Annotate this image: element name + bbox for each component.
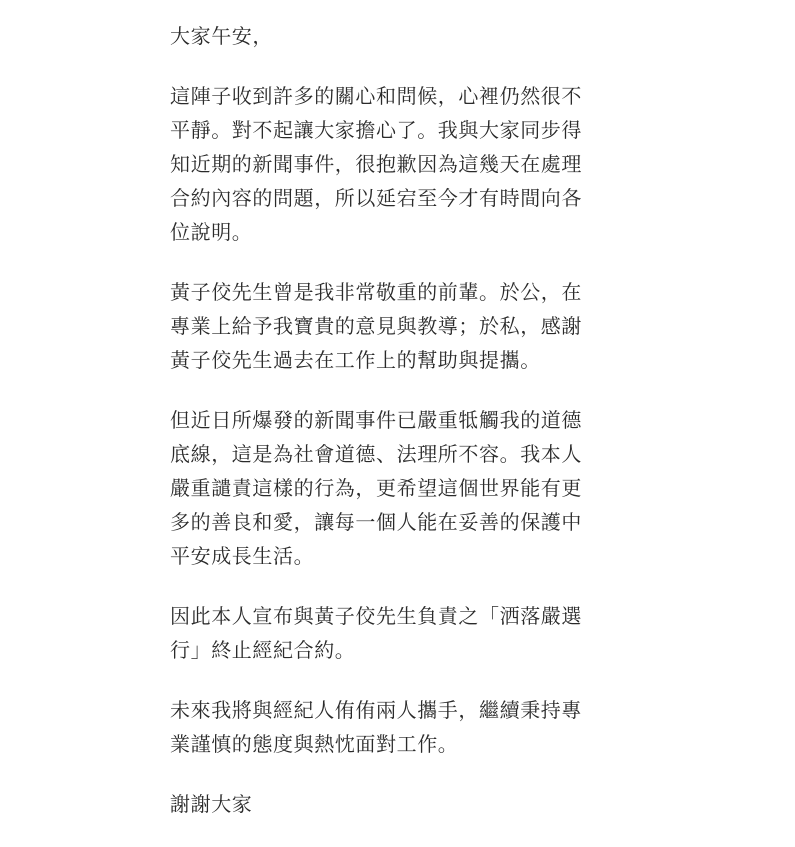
paragraph-future — [170, 693, 630, 761]
text-line: 因此本人宣布與黃子佼先生負責之「洒落嚴選 — [170, 604, 582, 628]
text-line: 平靜。對不起讓大家擔心了。我與大家同步得 — [170, 118, 582, 142]
closing-line: 謝謝大家 — [170, 792, 253, 816]
text-line: 位說明。 — [170, 220, 253, 244]
closing-paragraph — [170, 787, 630, 821]
text-line: 平安成長生活。 — [170, 544, 315, 568]
text-line: 黃子佼先生曾是我非常敬重的前輩。於公，在 — [170, 280, 582, 304]
paragraph-condemnation — [170, 403, 630, 573]
paragraph-apology — [170, 79, 630, 249]
text-line: 但近日所爆發的新聞事件已嚴重牴觸我的道德 — [170, 408, 582, 432]
text-line: 專業上給予我寶貴的意見與教導；於私，感謝 — [170, 314, 582, 338]
text-line: 行」終止經紀合約。 — [170, 638, 356, 662]
text-line: 多的善良和愛，讓每一個人能在妥善的保護中 — [170, 510, 582, 534]
text-line: 合約內容的問題，所以延宕至今才有時間向各 — [170, 186, 582, 210]
text-line: 黃子佼先生過去在工作上的幫助與提攜。 — [170, 348, 541, 372]
greeting-line: 大家午安， — [170, 24, 273, 48]
text-line: 底線，這是為社會道德、法理所不容。我本人 — [170, 442, 582, 466]
text-line: 嚴重譴責這樣的行為，更希望這個世界能有更 — [170, 476, 582, 500]
statement-letter — [170, 19, 630, 847]
greeting-paragraph — [170, 19, 630, 53]
text-line: 未來我將與經紀人侑侑兩人攜手，繼續秉持專 — [170, 698, 582, 722]
paragraph-respect — [170, 275, 630, 377]
text-line: 這陣子收到許多的關心和問候，心裡仍然很不 — [170, 84, 582, 108]
paragraph-termination — [170, 599, 630, 667]
text-line: 業謹慎的態度與熱忱面對工作。 — [170, 732, 459, 756]
text-line: 知近期的新聞事件，很抱歉因為這幾天在處理 — [170, 152, 582, 176]
